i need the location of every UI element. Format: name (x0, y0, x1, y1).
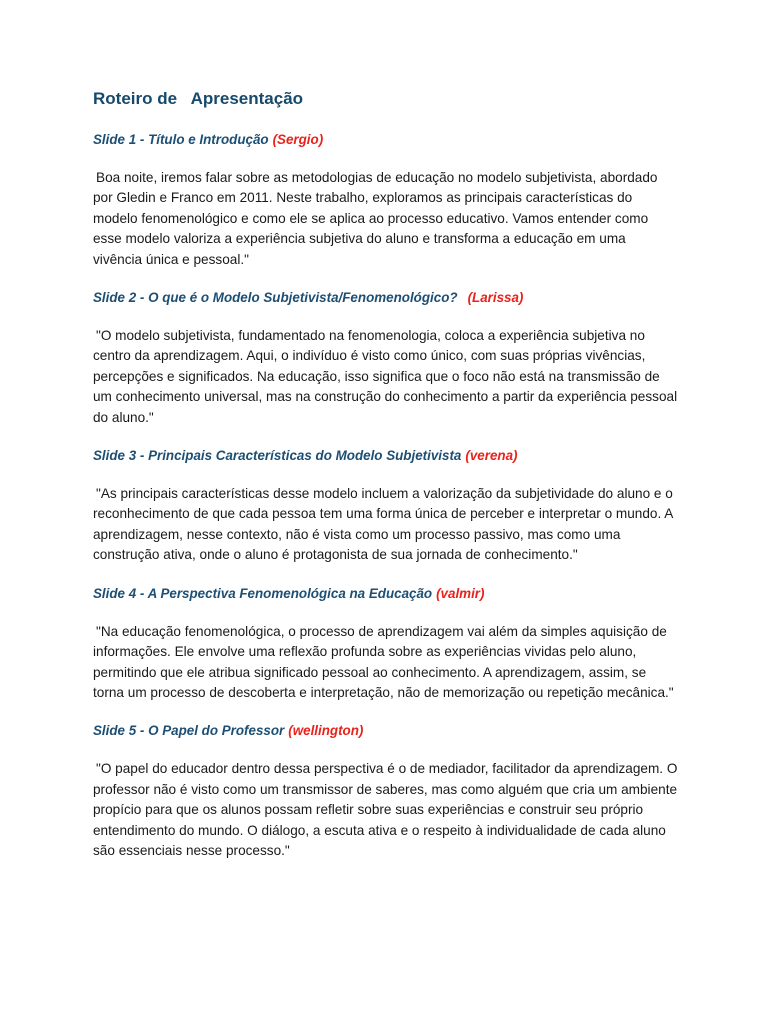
slide-heading-1 (93, 130, 678, 150)
slide-heading-text: Slide 2 - O que é o Modelo Subjetivista/Fenomenológico? (93, 290, 458, 306)
slide-heading-2 (93, 288, 678, 308)
presenter-name: (verena) (465, 448, 518, 464)
slide-section-3 (93, 446, 678, 566)
slide-section-4 (93, 584, 678, 704)
slide-heading-text: Slide 4 - A Perspectiva Fenomenológica na Educação (93, 585, 433, 601)
slide-section-2 (93, 288, 678, 428)
slide-heading-text: Slide 1 - Título e Introdução (93, 132, 269, 147)
slide-script-4: "Na educação fenomenológica, o processo de aprendizagem vai além da simples aquisição de informações. Ele envolve uma reflexão profunda sobre as experiências vividas pelo aluno, permitindo que ele atribua significado pessoal ao conhecimento. A aprendizagem, assim, se torna um processo de descoberta e interpretação, não de memorização ou repetição mecânica." (93, 623, 674, 700)
presenter-name: (wellington) (288, 723, 364, 739)
slide-script-5: "O papel do educador dentro dessa perspectiva é o de mediador, facilitador da aprendizagem. O professor não é visto como um transmissor de saberes, mas como alguém que cria um ambiente propício para que os alunos possam refletir sobre suas experiências e construir seu próprio entendimento do mundo. O diálogo, a escuta ativa e o respeito à individualidade de cada aluno são essenciais nesse processo." (93, 761, 678, 858)
slide-script-2: "O modelo subjetivista, fundamentado na fenomenologia, coloca a experiência subjetiva no centro da aprendizagem. Aqui, o indivíduo é visto como único, com suas próprias vivências, percepções e significados. Na educação, isso significa que o foco não está na transmissão de um conhecimento universal, mas na construção do conhecimento a partir da experiência pessoal do aluno." (93, 328, 678, 425)
slide-heading-text: Slide 3 - Principais Características do Modelo Subjetivista (93, 448, 462, 464)
slide-section-1 (93, 130, 678, 270)
slide-heading-5 (93, 721, 678, 741)
slide-heading-3 (93, 446, 678, 466)
slide-script-1: Boa noite, iremos falar sobre as metodologias de educação no modelo subjetivista, abordado por Gledin e Franco em 2011. Neste trabalho, exploramos as principais características do modelo fenomenológico e como ele se aplica ao processo educativo. Vamos entender como esse modelo valoriza a experiência subjetiva do aluno e transforma a educação em uma vivência única e pessoal." (93, 170, 658, 267)
slide-heading-text: Slide 5 - O Papel do Professor (93, 723, 285, 739)
document-page (93, 88, 678, 879)
slide-heading-4 (93, 584, 678, 604)
presenter-name: (Larissa) (467, 290, 524, 306)
presenter-name: (Sergio) (272, 132, 324, 147)
document-title: Roteiro de Apresentação (93, 89, 304, 108)
slide-section-5 (93, 721, 678, 861)
presenter-name: (valmir) (436, 585, 485, 601)
slide-script-3: "As principais características desse modelo incluem a valorização da subjetividade do aluno e o reconhecimento de que cada pessoa tem uma forma única de perceber e interpretar o mundo. A aprendizagem, nesse contexto, não é vista como um processo passivo, mas como uma construção ativa, onde o aluno é protagonista de sua jornada de conhecimento." (93, 486, 673, 563)
